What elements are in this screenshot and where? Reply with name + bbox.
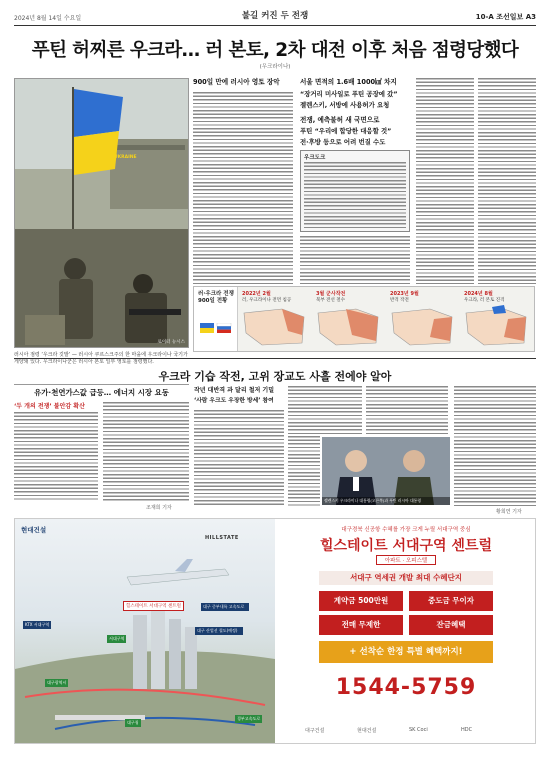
col2-sidebar-box (300, 150, 410, 232)
section2-left-subhead: 유가·천연가스값 급등… 에너지 시장 요동 (34, 388, 169, 397)
col2-quote-1: “장거리 미사일로 푸틴 공장에 갔” (300, 90, 398, 98)
map-step-1: 2022년 2월 러, 우크라이나 전면 침공 (240, 289, 310, 349)
page-number: 10-A 조선일보 A3 (475, 13, 536, 21)
reporter-a: 조재희 기자 (146, 505, 172, 511)
map-step-2: 3월 군사작전 북부 전선 철수 (314, 289, 384, 349)
ad-map-tag-1: 힐스테이트 서대구역 센트럴 (123, 601, 184, 611)
war-timeline-map (193, 286, 535, 352)
ad-footer-logos: 대구건설 현대건설 SK Coci HDC (305, 727, 473, 734)
ad-banner: 서대구 역세권 개발 최대 수혜단지 (319, 571, 493, 585)
map-step-4: 2024년 8월 우크라, 러 본토 진격 (462, 289, 534, 349)
ad-image-area (15, 519, 275, 744)
section2-col3-bottom (288, 436, 320, 506)
ad-map-tag-7: 경부고속도로 (237, 716, 261, 721)
col1-body-text (193, 92, 293, 284)
ad-tile-2[interactable]: 중도금 무이자 (409, 591, 493, 611)
ad-hillstate-logo: HILLSTATE (205, 535, 239, 541)
leaders-photo-caption: 젤렌스키 우크라이나 대통령(오른쪽)과 푸틴 러시아 대통령 (322, 497, 450, 505)
section2-left-subhead-2: ‘두 개의 전쟁’ 불안감 확산 (14, 403, 85, 410)
section2-mid-subhead: 작년 대반격 과 달리 철저 기밀 (194, 387, 274, 394)
ad-map-tag-4: KTX 서대구역 (25, 622, 50, 627)
map-title: 러·우크라 전쟁 900일 전황 (198, 291, 234, 304)
reporter-b: 황희연 기자 (496, 509, 522, 515)
section2-left-col-b (103, 402, 189, 502)
soldiers-photo (14, 78, 189, 348)
photo-label: UKRAINE (114, 155, 137, 160)
section-divider (14, 358, 536, 359)
col4-body-text (478, 78, 536, 284)
col2-quote-2: 젤렌스키, 서방에 사용허가 요청 (300, 101, 390, 109)
ad-special-offer[interactable]: + 선착순 한정 특별 혜택까지! (319, 641, 493, 663)
ad-map-tag-3: 서대구역 (109, 636, 125, 641)
section2-mid-subhead-2: ‘사람 우크도 우장한 방세’ 참여 (194, 398, 274, 404)
col2-body-text (300, 236, 410, 284)
col1-subhead: 900일 만에 러시아 영토 장악 (193, 78, 280, 86)
sidebar-label: 우크도크 (304, 155, 326, 161)
ad-map-tag-6: 대구광역시 (47, 680, 67, 685)
headline-byline: (우크라이나) (259, 64, 291, 70)
map-step-3: 2023년 9월 반격 작전 (388, 289, 458, 349)
ad-brand: 현대건설 (21, 526, 47, 534)
map-title-box (194, 287, 238, 351)
ad-subtitle: 아파트 · 오피스텔 (376, 555, 436, 565)
map-steps (240, 289, 534, 349)
ad-map-tag-8: 대구청 (127, 720, 139, 725)
left-divider (14, 384, 189, 385)
col2-subhead: 서울 면적의 1.6배 1000㎢ 차지 (300, 78, 397, 86)
ad-title: 힐스테이트 서대구역 센트럴 (319, 538, 493, 554)
section2-mid-col (194, 410, 284, 506)
col2-subhead-3: 전쟁, 예측불허 새 국면으로 (300, 116, 380, 124)
section2-left-col-a (14, 412, 98, 502)
section2-col4-top (366, 386, 448, 434)
ad-tile-1[interactable]: 계약금 500만원 (319, 591, 403, 611)
ad-hero-line: 대구경북 신공항 수혜를 가장 크게 누릴 서대구역 중심 (341, 527, 471, 533)
ad-map-tag-5: 대구 산업선 철도(예정) (195, 627, 243, 635)
col3-body-text (416, 78, 474, 284)
ad-tile-3[interactable]: 전매 무제한 (319, 615, 403, 635)
ad-phone[interactable]: 1544-5759 (335, 675, 477, 700)
section2-headline: 우크라 기습 작전, 고위 장교도 사흘 전에야 알아 (158, 370, 392, 383)
section-title: 불길 커진 두 전쟁 (241, 11, 309, 21)
col2-subhead-5: 전·후방 등으로 어려 번질 수도 (300, 138, 386, 146)
photo-caption: 러시아 점령 ‘우크라 깃발’ — 러시아 쿠르스크주의 한 마을에 우크라이나 국기가 게양돼 있다. 우크라이나군은 러시아 본토 일부 영토를 점령했다. (14, 352, 188, 365)
photo-credit: 로이터 뉴시스 (157, 340, 185, 345)
sidebar-body-text (304, 162, 406, 230)
section2-col3-top (288, 386, 362, 434)
main-headline: 푸틴 허찌른 우크라… 러 본토, 2차 대전 이후 처음 점령당했다 (31, 40, 519, 61)
ad-tile-4[interactable]: 잔금혜택 (409, 615, 493, 635)
leaders-photo (322, 437, 450, 505)
ad-map-tag-2: 대구 중부내륙 고속도로 (201, 603, 249, 611)
section2-col5 (454, 386, 536, 506)
issue-date: 2024년 8월 14일 수요일 (14, 15, 82, 22)
page-header (14, 4, 536, 26)
real-estate-ad[interactable] (14, 518, 536, 744)
ad-text-area (275, 519, 536, 744)
col2-subhead-4: 푸틴 “우리에 합당한 대응할 것” (300, 127, 392, 135)
